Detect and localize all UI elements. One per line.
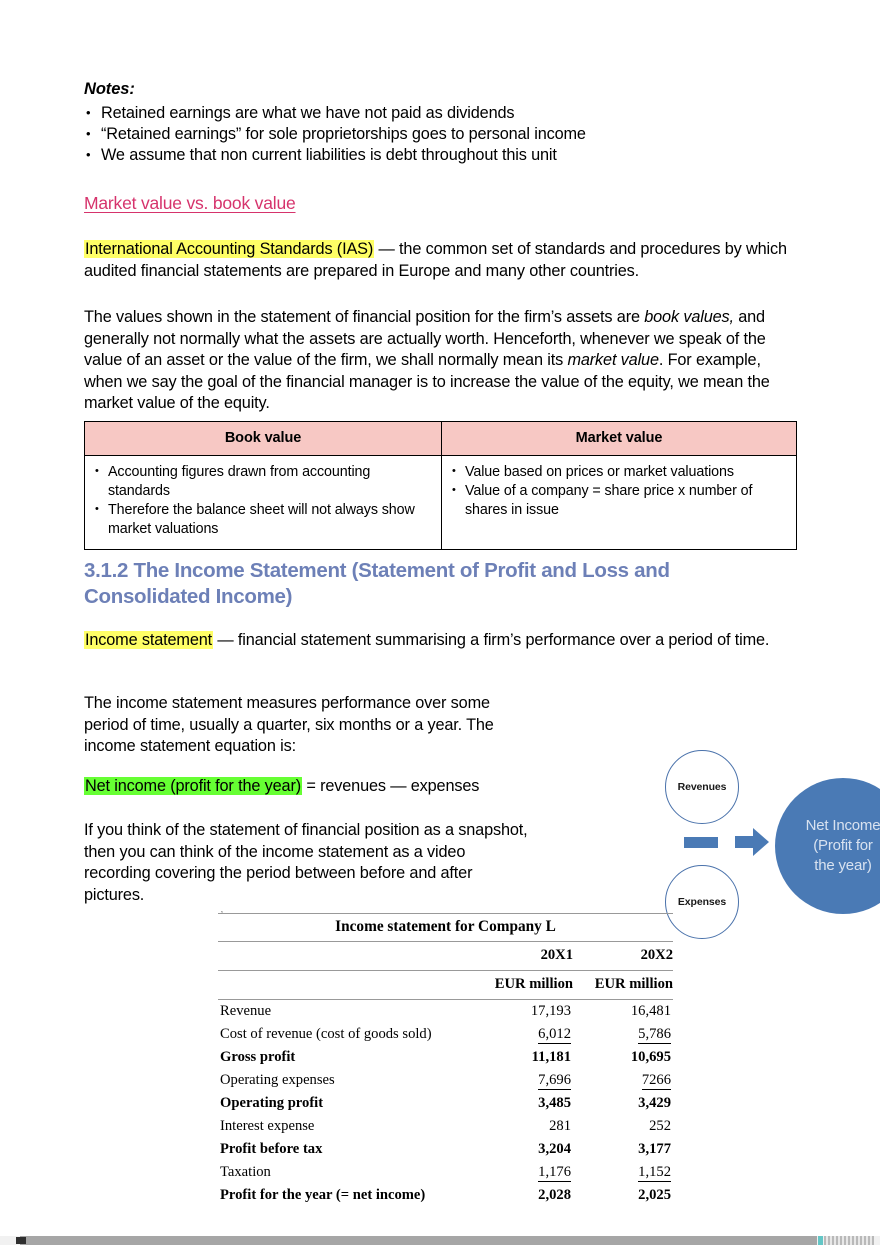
- ias-highlighted-term: International Accounting Standards (IAS): [85, 240, 374, 258]
- income-measures-paragraph: The income statement measures performance over some period of time, usually a quarter, six months or a year. The income statement equation is:: [84, 694, 494, 755]
- revenues-circle: [665, 750, 739, 824]
- cell-market-value: [442, 456, 797, 550]
- column-header-blank: [218, 942, 473, 971]
- list-item: • Value based on prices or market valuations: [450, 463, 788, 482]
- table-row: [218, 1184, 673, 1207]
- column-header-book-value: Book value: [85, 422, 442, 456]
- unit-header-20x2: EUR million: [573, 971, 673, 1000]
- net-income-line-1: Net Income: [805, 817, 880, 834]
- row-value-20x1: 3,485: [538, 1095, 571, 1111]
- row-value-20x2: 5,786: [638, 1026, 671, 1042]
- revenues-circle-label: Revenues: [677, 781, 727, 793]
- table-row: [218, 1069, 673, 1092]
- table-row: [218, 1115, 673, 1138]
- income-statement-table: [218, 913, 673, 1207]
- row-value-20x1: 7,696: [538, 1072, 571, 1088]
- ias-definition-paragraph: [84, 239, 796, 282]
- list-item: • Value of a company = share price x number of shares in issue: [450, 482, 788, 520]
- scrollbar-right-cap[interactable]: [818, 1236, 823, 1245]
- scan-artifact-mark: ’: [220, 909, 224, 921]
- notes-title: Notes:: [84, 80, 135, 98]
- unit-header-20x1: EUR million: [473, 971, 573, 1000]
- scrollbar-end-pattern: [824, 1236, 874, 1245]
- row-label: Profit for the year (= net income): [220, 1187, 426, 1203]
- net-income-equation: [84, 776, 554, 798]
- table-row: [218, 1023, 673, 1046]
- book-values-paragraph: [84, 307, 796, 415]
- row-value-20x2: 2,025: [638, 1187, 671, 1203]
- table-row: [218, 1000, 673, 1024]
- row-label: Interest expense: [220, 1118, 315, 1134]
- table-header-row: [85, 422, 797, 456]
- net-income-equation-text: = revenues — expenses: [301, 777, 480, 795]
- notes-list: [84, 103, 796, 166]
- subheading-market-vs-book: Market value vs. book value: [84, 193, 296, 213]
- column-header-20x2: 20X2: [573, 942, 673, 971]
- income-statement-table-wrapper: [218, 909, 673, 1207]
- row-label: Taxation: [220, 1164, 271, 1180]
- income-statement-table-title: Income statement for Company L: [218, 914, 673, 942]
- table-row: [85, 456, 797, 550]
- row-value-20x1: 3,204: [538, 1141, 571, 1157]
- income-statement-highlighted-term: Income statement: [85, 631, 213, 649]
- values-emphasis-book: book values,: [644, 308, 734, 326]
- row-value-20x2: 252: [649, 1118, 671, 1134]
- scrollbar-left-cap[interactable]: [16, 1237, 26, 1244]
- book-value-list: [93, 463, 433, 539]
- row-value-20x1: 1,176: [538, 1164, 571, 1180]
- row-value-20x1: 17,193: [530, 1003, 571, 1019]
- row-value-20x2: 3,429: [638, 1095, 671, 1111]
- market-value-list: [450, 463, 788, 520]
- row-value-20x2: 7266: [641, 1072, 671, 1088]
- row-label: Operating profit: [220, 1095, 324, 1111]
- row-label: Operating expenses: [220, 1072, 335, 1088]
- subheading-wrapper: [84, 166, 796, 214]
- values-text-2: and generally not normally what the assets are actually worth. Henceforth, whenever we speak of the value of an asset or the value of the firm, we shall normally mean its: [84, 308, 766, 369]
- table-header-row-years: [218, 942, 673, 971]
- net-income-highlighted-term: Net income (profit for the year): [85, 777, 301, 795]
- row-value-20x2: 3,177: [638, 1141, 671, 1157]
- list-item: • We assume that non current liabilities is debt throughout this unit: [84, 145, 796, 166]
- row-label: Cost of revenue (cost of goods sold): [220, 1026, 432, 1042]
- row-value-20x2: 10,695: [630, 1049, 671, 1065]
- unit-header-blank: [218, 971, 473, 1000]
- income-statement-definition: [84, 630, 796, 652]
- net-income-line-2: (Profit for: [813, 837, 873, 854]
- table-row: [218, 1161, 673, 1184]
- scrollbar-thumb[interactable]: [20, 1236, 817, 1245]
- row-value-20x1: 2,028: [538, 1187, 571, 1203]
- row-label: Gross profit: [220, 1049, 296, 1065]
- net-income-circle: [775, 778, 880, 914]
- row-label: Profit before tax: [220, 1141, 323, 1157]
- document-content: [84, 80, 880, 1203]
- row-value-20x2: 16,481: [630, 1003, 671, 1019]
- table-row: [218, 1046, 673, 1069]
- column-header-market-value: Market value: [442, 422, 797, 456]
- values-text-1: The values shown in the statement of financial position for the firm’s assets are: [84, 308, 645, 326]
- section-heading-3-1-2: 3.1.2 The Income Statement (Statement of Profit and Loss and Consolidated Income): [84, 559, 670, 608]
- row-value-20x1: 281: [549, 1118, 571, 1134]
- snapshot-analogy-paragraph: If you think of the statement of financial position as a snapshot, then you can think of the income statement as a video recording covering the period between before and after pictures.: [84, 821, 528, 904]
- expenses-circle-label: Expenses: [677, 896, 727, 908]
- values-text-3: . For example, when we say the goal of the financial manager is to increase the value of the equity, we mean the market value of the equity.: [84, 351, 770, 412]
- row-value-20x2: 1,152: [638, 1164, 671, 1180]
- column-header-20x1: 20X1: [473, 942, 573, 971]
- cell-book-value: [85, 456, 442, 550]
- net-income-circle-label: [806, 816, 880, 876]
- row-value-20x1: 6,012: [538, 1026, 571, 1042]
- list-item: • Accounting figures drawn from accounting standards: [93, 463, 433, 501]
- row-label: Revenue: [220, 1003, 272, 1019]
- expenses-circle: [665, 865, 739, 939]
- income-statement-definition-text: — financial statement summarising a firm’s performance over a period of time.: [213, 631, 770, 649]
- horizontal-scrollbar[interactable]: [0, 1234, 880, 1247]
- table-header-row-units: [218, 971, 673, 1000]
- minus-icon: [684, 837, 718, 848]
- list-item: • Therefore the balance sheet will not always show market valuations: [93, 501, 433, 539]
- net-income-line-3: the year): [814, 857, 872, 874]
- right-arrow-icon: [735, 828, 769, 856]
- book-vs-market-table: [84, 421, 797, 550]
- ias-definition-text: — the common set of standards and procedures by which audited financial statements are prepared in Europe and many other countries.: [84, 240, 787, 280]
- values-emphasis-market: market value: [567, 351, 659, 369]
- table-row: [218, 1092, 673, 1115]
- list-item: • “Retained earnings” for sole proprietorships goes to personal income: [84, 124, 796, 145]
- net-income-diagram: [580, 665, 880, 908]
- table-title-row: [218, 914, 673, 942]
- list-item: • Retained earnings are what we have not paid as dividends: [84, 103, 796, 124]
- row-value-20x1: 11,181: [531, 1049, 571, 1065]
- income-statement-table-body: [218, 914, 673, 1208]
- table-row: [218, 1138, 673, 1161]
